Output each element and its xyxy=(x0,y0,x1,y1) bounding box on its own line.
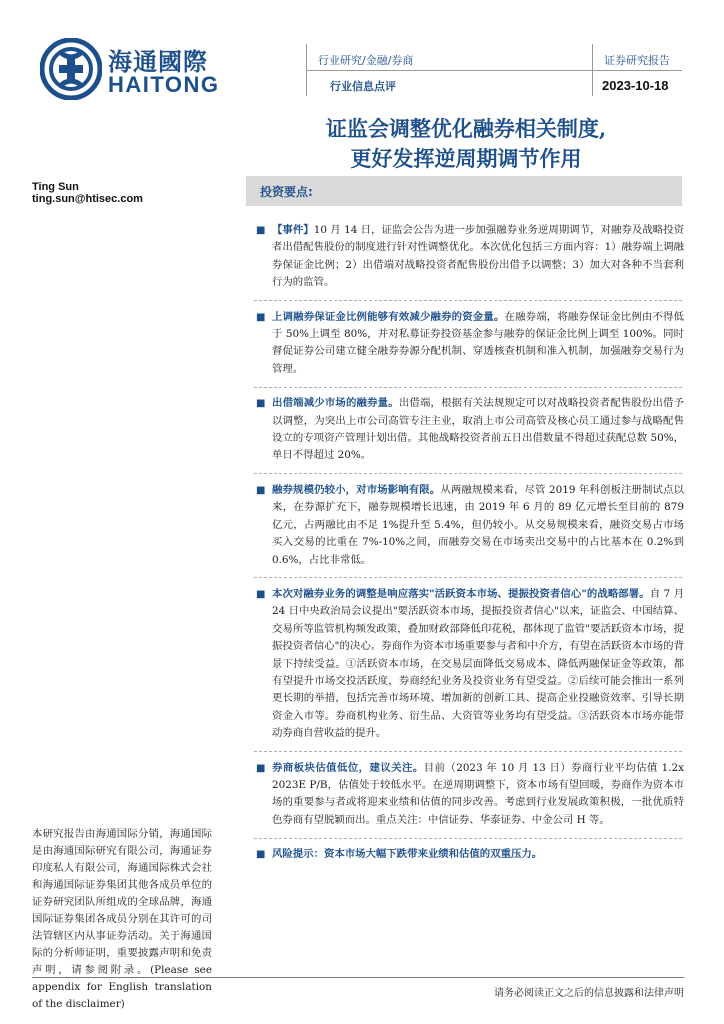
report-label: 证券研究报告 xyxy=(604,54,670,67)
section-title: 投资要点: xyxy=(260,185,313,199)
bullet-marker-icon: ■ xyxy=(256,588,266,600)
bullet-divider xyxy=(254,300,682,301)
haitong-emblem-icon xyxy=(40,38,102,100)
bullet-valuation xyxy=(256,760,684,830)
bullet-lead: 风险提示：资本市场大幅下跌带来业绩和估值的双重压力。 xyxy=(272,848,543,861)
bullet-lead: 【事件】 xyxy=(272,224,314,236)
bullet-divider xyxy=(254,838,682,839)
bullet-lending-side xyxy=(256,395,684,465)
header-rule xyxy=(306,70,682,71)
report-date: 2023-10-18 xyxy=(602,78,669,93)
section-header xyxy=(246,176,682,206)
footer-notice: 请务必阅读正文之后的信息披露和法律声明 xyxy=(494,988,684,999)
bullet-divider xyxy=(254,387,682,388)
logo-text-en: HAITONG xyxy=(108,72,220,97)
author-name: Ting Sun xyxy=(32,181,79,193)
bullet-marker-icon: ■ xyxy=(256,225,266,236)
footer-rule xyxy=(32,977,684,978)
report-category: 行业研究/金融/券商 xyxy=(318,54,414,67)
bullet-divider xyxy=(254,577,682,578)
investment-points-list xyxy=(256,222,684,864)
bullet-marker-icon: ■ xyxy=(256,484,266,496)
bullet-text: 从两融规模来看，尽管 2019 年科创板注册制试点以来，在券源扩充下，融券规模增长迅速，由 2019 年 6 月的 89 亿元增长至目前的 879 亿元，占两融比由不足 1%提升至 5.4%，但仍较小。从交易规模来看，融资交易占市场买入交易的比重在 7%-10%之间，而融券交易在市场卖出交易中的占比基本在 0.2%到 0.6%，占比非常低。 xyxy=(272,483,684,566)
bullet-text: 出借端，根据有关法规规定可以对战略投资者配售股份出借予以调整，为突出上市公司高管专注主业，取消上市公司高管及核心员工通过参与战略配售设立的专项资产管理计划出借。其他战略投资者前五日出借数量不得超过获配总数 50%，单日不得超过 20%。 xyxy=(272,397,685,462)
bullet-lead: 出借端减少市场的融券量。 xyxy=(272,397,399,410)
report-title-line-2: 更好发挥逆周期调节作用 xyxy=(350,146,582,171)
bullet-event xyxy=(256,222,684,292)
distribution-disclaimer: 本研究报告由海通国际分销，海通国际是由海通国际研究有限公司，海通证券印度私人有限公司，海通国际株式会社和海通国际证券集团其他各成员单位的证券研究团队所组成的全球品牌，海通国际证券集团各成员分别在其许可的司法管辖区内从事证券活动。关于海通国际的分析师证明，重要披露声明和免责声明，请参阅附录。(Please see appendix for English translation of the disclaimer) xyxy=(32,828,212,1010)
author-email[interactable]: ting.sun@htisec.com xyxy=(32,193,143,205)
bullet-scale xyxy=(256,482,684,569)
logo-text-cn: 海通國際 xyxy=(108,47,208,76)
bullet-risk xyxy=(256,846,684,863)
haitong-logo xyxy=(40,38,220,100)
bullet-text: 自 7 月 24 日中央政治局会议提出"要活跃资本市场，提振投资者信心"以来，证监会、中国结算、交易所等监管机构频发政策，叠加财政部降低印花税，都体现了监管"要活跃资本市场，提振投资者信心"的决心。券商作为资本市场重要参与者和中介方，有望在活跃资本市场的背景下持续受益。①活跃资本市场，在交易层面降低交易成本、降低两融保证金等政策，都有望提升市场交投活跃度，券商经纪业务及投资业务有望受益。②后续可能会推出一系列更长期的举措，包括完善市场环境、增加新的创新工具、提高企业投融资效率、引导长期资金入市等。券商机构业务、衍生品、大资管等业务均有望受益。③活跃资本市场亦能带动券商自营收益的提升。 xyxy=(272,587,684,740)
bullet-marker-icon: ■ xyxy=(256,398,266,410)
bullet-lead: 本次对融券业务的调整是响应落实"活跃资本市场、提振投资者信心"的战略部署。 xyxy=(272,587,650,600)
bullet-lead: 融券规模仍较小，对市场影响有限。 xyxy=(272,483,441,496)
report-title-line-1: 证监会调整优化融券相关制度, xyxy=(325,116,607,141)
bullet-divider xyxy=(254,751,682,752)
bullet-marker-icon: ■ xyxy=(256,762,266,774)
bullet-text: 10 月 14 日，证监会公告为进一步加强融券业务逆周期调节，对融券及战略投资者出借配售股份的制度进行针对性调整优化。本次优化包括三方面内容：1）融券端上调融券保证金比例；2）出借端对战略投资者配售股份出借予以调整；3）加大对各种不当套利行为的监管。 xyxy=(272,224,684,289)
bullet-marker-icon: ■ xyxy=(256,849,266,861)
bullet-text: 目前（2023 年 10 月 13 日）券商行业平均估值 1.2x 2023E P/B，估值处于较低水平。在逆周期调整下，资本市场有望回暖，券商作为资本市场的重要参与者或将迎来业绩和估值的同步改善。考虑到行业发展政策积极，一批优质特色券商有望脱颖而出。重点关注：中信证券、华泰证券、中金公司 H 等。 xyxy=(272,761,684,826)
report-title xyxy=(246,114,686,174)
bullet-text: 在融券端，将融券保证金比例由不得低于 50%上调至 80%，并对私募证券投资基金参与融券的保证金比例上调至 100%。同时督促证券公司建立健全融券券源分配机制、穿透核查机制和准入机制，加强融券交易行为管理。 xyxy=(272,310,685,375)
bullet-marker-icon: ■ xyxy=(256,311,266,323)
bullet-divider xyxy=(254,473,682,474)
bullet-strategy xyxy=(256,586,684,743)
bullet-lead: 券商板块估值低位，建议关注。 xyxy=(272,761,424,774)
bullet-lead: 上调融券保证金比例能够有效减少融券的资金量。 xyxy=(272,310,505,323)
report-type: 行业信息点评 xyxy=(330,80,396,93)
bullet-margin-ratio xyxy=(256,309,684,379)
